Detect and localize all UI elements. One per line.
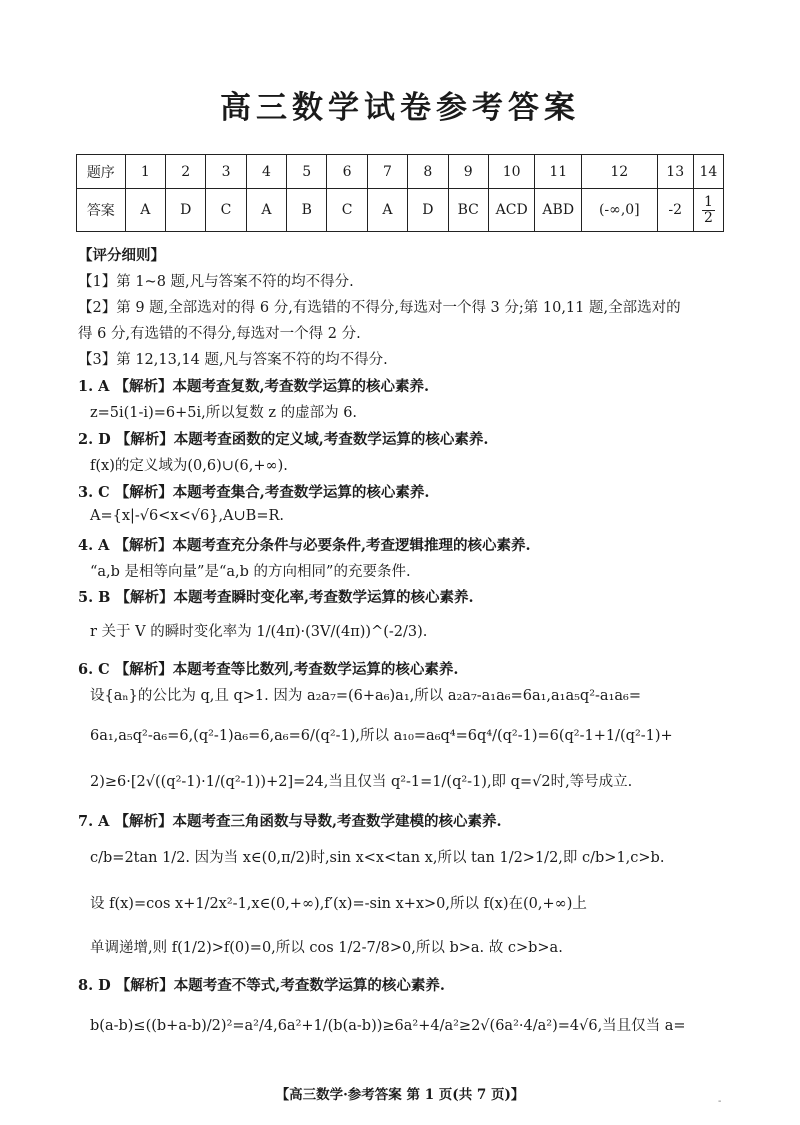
table-cell: ABD: [535, 189, 582, 232]
solution-6-text: 2)≥6·[2√((q²-1)·1/(q²-1))+2]=24,当且仅当 q²-1=1/(q²-1),即 q=√2时,等号成立.: [90, 774, 633, 790]
solution-3-heading: 3. C 【解析】本题考查集合,考查数学运算的核心素养.: [78, 484, 430, 501]
solution-3-text: A={x|-√6<x<√6},A∪B=R.: [90, 508, 285, 524]
table-cell: A: [246, 189, 286, 232]
solution-4-text: “a,b 是相等向量”是“a,b 的方向相同”的充要条件.: [90, 564, 411, 580]
solution-8-text: b(a-b)≤((b+a-b)/2)²=a²/4,6a²+1/(b(a-b))≥6a²+4/a²≥2√(6a²·4/a²)=4√6,当且仅当 a=: [90, 1018, 686, 1034]
table-cell: 答案: [77, 189, 126, 232]
table-cell: D: [166, 189, 206, 232]
table-cell: 13: [657, 155, 693, 189]
table-cell: 11: [535, 155, 582, 189]
table-cell: (-∞,0]: [582, 189, 658, 232]
table-cell: C: [327, 189, 367, 232]
page-title: 高三数学试卷参考答案: [220, 90, 580, 126]
corner-mark: -: [718, 1096, 722, 1107]
table-cell: 5: [287, 155, 327, 189]
page-footer: 【高三数学·参考答案 第 1 页(共 7 页)】: [275, 1087, 525, 1103]
solution-6-heading: 6. C 【解析】本题考查等比数列,考查数学运算的核心素养.: [78, 661, 459, 678]
table-cell: 4: [246, 155, 286, 189]
solution-4-heading: 4. A 【解析】本题考查充分条件与必要条件,考查逻辑推理的核心素养.: [78, 537, 531, 554]
solution-5-text: r 关于 V 的瞬时变化率为 1/(4π)·(3V/(4π))^(-2/3).: [90, 624, 428, 640]
solution-5-heading: 5. B 【解析】本题考查瞬时变化率,考查数学运算的核心素养.: [78, 589, 474, 606]
table-row: [77, 189, 724, 232]
solution-7-text: 单调递增,则 f(1/2)>f(0)=0,所以 cos 1/2-7/8>0,所以 b>a. 故 c>b>a.: [90, 940, 563, 956]
solution-7-text: 设 f(x)=cos x+1/2x²-1,x∈(0,+∞),f′(x)=-sin x+x>0,所以 f(x)在(0,+∞)上: [90, 896, 587, 912]
table-cell: D: [408, 189, 448, 232]
table-cell: 题序: [77, 155, 126, 189]
rule-2: 【2】第 9 题,全部选对的得 6 分,有选错的不得分,每选对一个得 3 分;第 10,11 题,全部选对的: [78, 300, 681, 316]
fraction: [702, 195, 715, 225]
fraction-denominator: 2: [703, 209, 713, 226]
solution-7-text: c/b=2tan 1/2. 因为当 x∈(0,π/2)时,sin x<x<tan x,所以 tan 1/2>1/2,即 c/b>1,c>b.: [90, 850, 665, 866]
table-cell: 14: [693, 155, 723, 189]
solution-1-text: z=5i(1-i)=6+5i,所以复数 z 的虚部为 6.: [90, 405, 358, 421]
solution-8-heading: 8. D 【解析】本题考查不等式,考查数学运算的核心素养.: [78, 977, 445, 994]
table-cell: A: [367, 189, 407, 232]
table-cell: 10: [488, 155, 535, 189]
solution-1-heading: 1. A 【解析】本题考查复数,考查数学运算的核心素养.: [78, 378, 430, 395]
rule-1: 【1】第 1~8 题,凡与答案不符的均不得分.: [78, 274, 354, 290]
answer-table: [76, 154, 724, 232]
table-cell: 6: [327, 155, 367, 189]
table-cell: B: [287, 189, 327, 232]
table-cell: 1: [125, 155, 165, 189]
table-cell: 8: [408, 155, 448, 189]
rule-2-continued: 得 6 分,有选错的不得分,每选对一个得 2 分.: [78, 326, 361, 342]
rules-heading: 【评分细则】: [78, 247, 165, 264]
table-cell: ACD: [488, 189, 535, 232]
table-cell: [693, 189, 723, 232]
solution-6-text: 设{aₙ}的公比为 q,且 q>1. 因为 a₂a₇=(6+a₆)a₁,所以 a₂a₇-a₁a₆=6a₁,a₁a₅q²-a₁a₆=: [90, 688, 641, 704]
table-cell: 12: [582, 155, 658, 189]
table-cell: BC: [448, 189, 488, 232]
table-cell: 7: [367, 155, 407, 189]
solution-6-text: 6a₁,a₅q²-a₆=6,(q²-1)a₆=6,a₆=6/(q²-1),所以 a₁₀=a₆q⁴=6q⁴/(q²-1)=6(q²-1+1/(q²-1)+: [90, 728, 673, 744]
table-row: [77, 155, 724, 189]
table-cell: C: [206, 189, 246, 232]
solution-2-heading: 2. D 【解析】本题考查函数的定义域,考查数学运算的核心素养.: [78, 431, 489, 448]
table-cell: -2: [657, 189, 693, 232]
table-cell: 9: [448, 155, 488, 189]
table-cell: 3: [206, 155, 246, 189]
rule-3: 【3】第 12,13,14 题,凡与答案不符的均不得分.: [78, 352, 388, 368]
fraction-numerator: 1: [703, 193, 713, 210]
table-cell: 2: [166, 155, 206, 189]
solution-2-text: f(x)的定义域为(0,6)∪(6,+∞).: [90, 458, 288, 474]
solution-7-heading: 7. A 【解析】本题考查三角函数与导数,考查数学建模的核心素养.: [78, 813, 502, 830]
table-cell: A: [125, 189, 165, 232]
